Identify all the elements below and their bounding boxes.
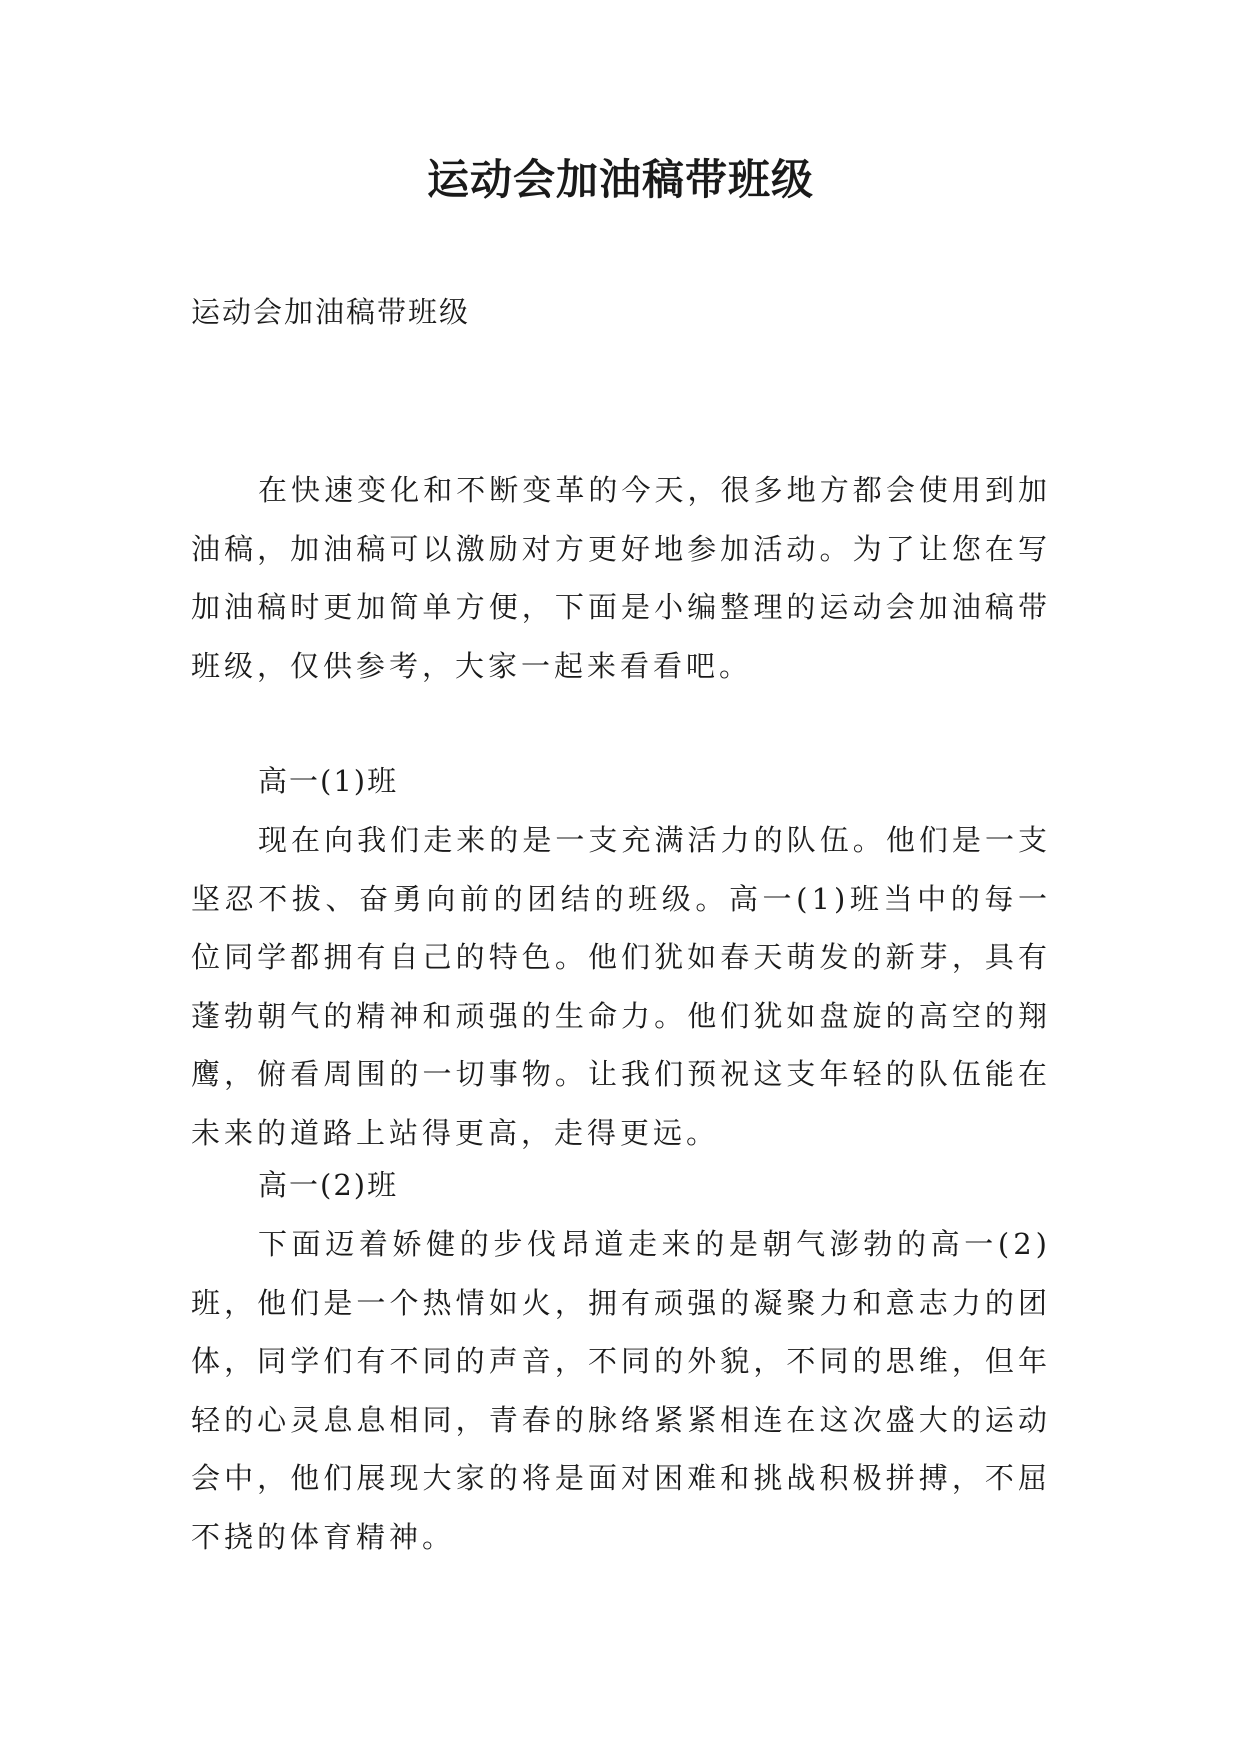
document-subtitle: 运动会加油稿带班级 — [191, 295, 471, 329]
section-body-class-1: 现在向我们走来的是一支充满活力的队伍。他们是一支坚忍不拔、奋勇向前的团结的班级。高一(1)班当中的每一位同学都拥有自己的特色。他们犹如春天萌发的新芽，具有蓬勃朝气的精神和顽强的生命力。他们犹如盘旋的高空的翔鹰，俯看周围的一切事物。让我们预祝这支年轻的队伍能在未来的道路上站得更高，走得更远。 — [191, 823, 1051, 1150]
intro-paragraph: 在快速变化和不断变革的今天，很多地方都会使用到加油稿，加油稿可以激励对方更好地参加活动。为了让您在写加油稿时更加简单方便，下面是小编整理的运动会加油稿带班级，仅供参考，大家一起来看看吧。 — [191, 473, 1051, 683]
document-title: 运动会加油稿带班级 — [426, 155, 814, 204]
section-heading-class-1: 高一(1)班 — [258, 764, 399, 798]
section-heading-class-2: 高一(2)班 — [258, 1168, 399, 1202]
section-body-class-2: 下面迈着娇健的步伐昂道走来的是朝气澎勃的高一(2)班，他们是一个热情如火，拥有顽强的凝聚力和意志力的团体，同学们有不同的声音，不同的外貌，不同的思维，但年轻的心灵息息相同，青春的脉络紧紧相连在这次盛大的运动会中，他们展现大家的将是面对困难和挑战积极拼搏，不屈不挠的体育精神。 — [191, 1227, 1051, 1554]
